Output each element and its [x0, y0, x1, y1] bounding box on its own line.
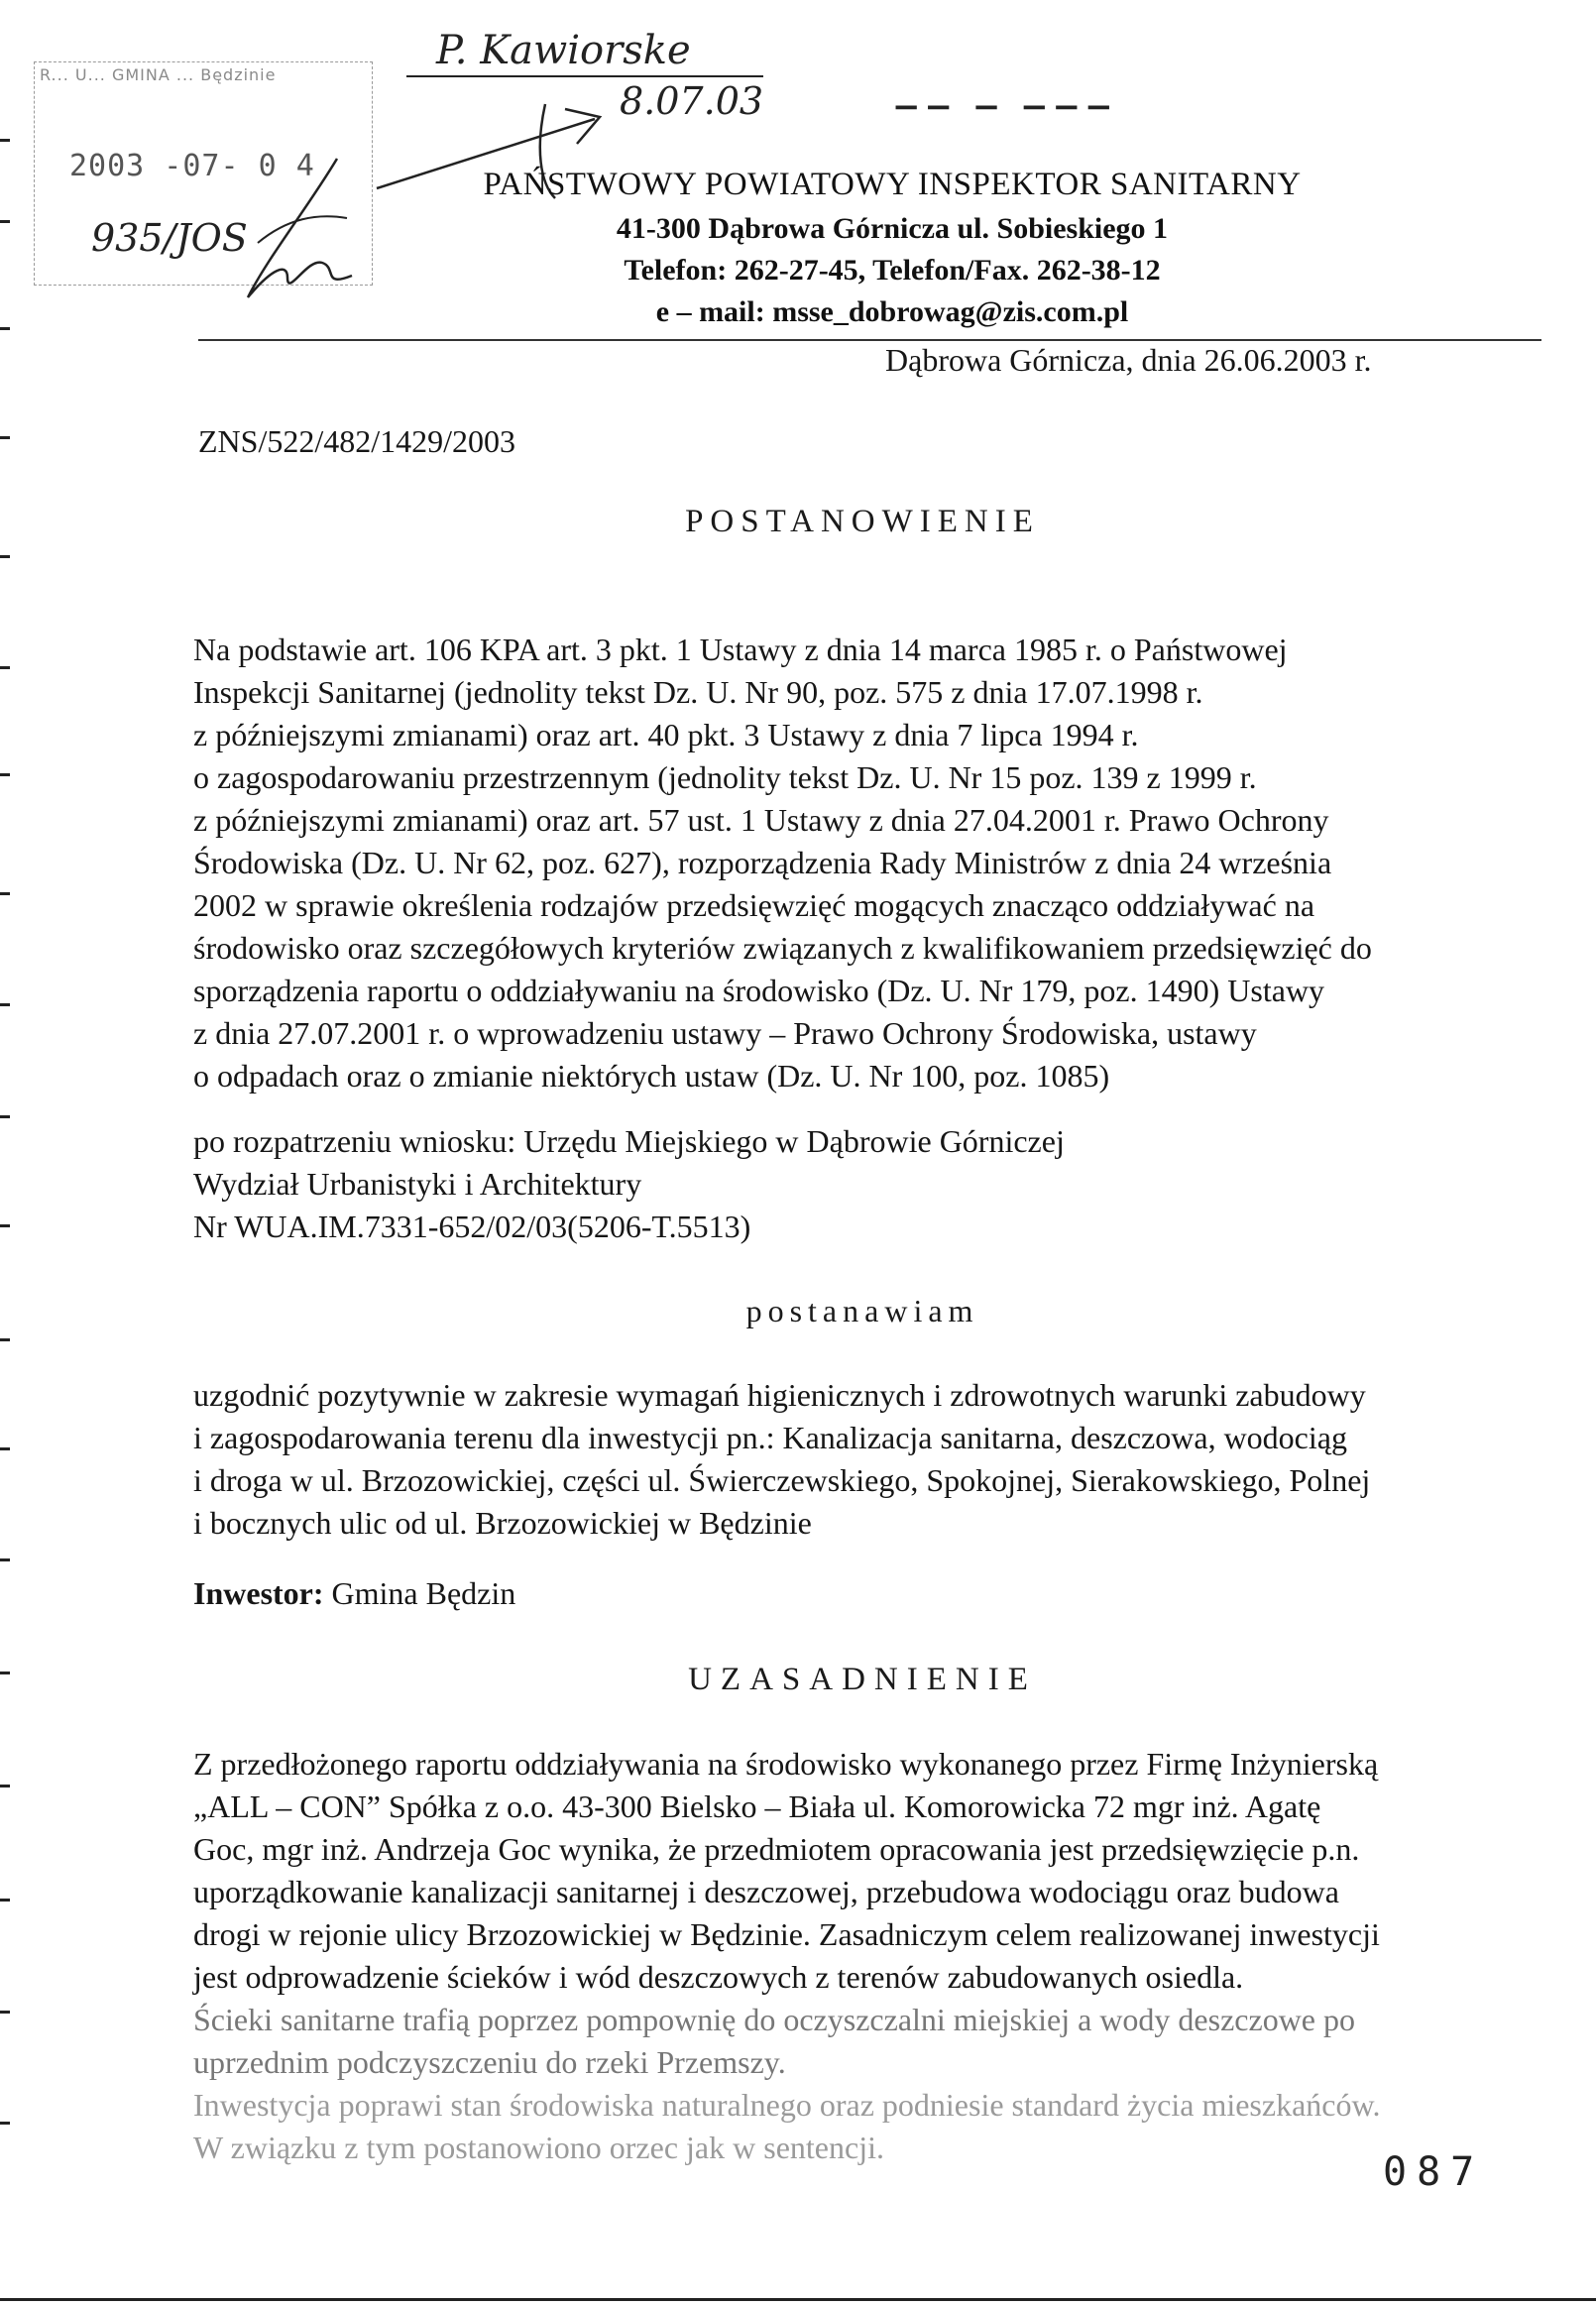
application-line: Nr WUA.IM.7331-652/02/03(5206-T.5513) [193, 1209, 751, 1244]
institution-name: PAŃSTWOWY POWIATOWY INSPEKTOR SANITARNY [483, 167, 1302, 202]
margin-tick [0, 773, 10, 776]
decision-line: uzgodnić pozytywnie w zakresie wymagań higienicznych i zdrowotnych warunki zabudowy [193, 1377, 1366, 1413]
legal-basis-line: środowisko oraz szczegółowych kryteriów związanych z kwalifikowaniem przedsięwzięć do [193, 930, 1372, 966]
handwritten-underline [406, 75, 763, 77]
margin-tick [0, 1003, 10, 1006]
stamp-date: 2003 -07- 0 4 [69, 149, 315, 183]
decision-line: i droga w ul. Brzozowickiej, części ul. Świerczewskiego, Spokojnej, Sierakowskiego, Polnej [193, 1462, 1371, 1498]
margin-tick [0, 1558, 10, 1561]
legal-basis-line: z dnia 27.07.2001 r. o wprowadzeniu ustawy – Prawo Ochrony Środowiska, ustawy [193, 1015, 1257, 1051]
margin-tick [0, 1115, 10, 1118]
justification-line: uporządkowanie kanalizacji sanitarnej i deszczowej, przebudowa wodociągu oraz budowa [193, 1874, 1339, 1909]
margin-tick [0, 892, 10, 895]
handwritten-scribble: −− − −−− [892, 87, 1117, 127]
margin-tick [0, 1672, 10, 1674]
decision-heading: postanawiam [745, 1293, 979, 1328]
margin-tick [0, 1899, 10, 1902]
margin-tick [0, 2011, 10, 2014]
justification-line: Inwestycja poprawi stan środowiska naturalnego oraz podniesie standard życia mieszkańców. [193, 2087, 1381, 2123]
legal-basis-line: Inspekcji Sanitarnej (jednolity tekst Dz. U. Nr 90, poz. 575 z dnia 17.07.1998 r. [193, 674, 1203, 710]
margin-tick [0, 220, 10, 223]
justification-line: Ścieki sanitarne trafią poprzez pompownię do oczyszczalni miejskiej a wody deszczowe po [193, 2002, 1355, 2037]
stamp-header: R... U... GMINA ... Będzinie [40, 65, 277, 84]
legal-basis-line: z późniejszymi zmianami) oraz art. 40 pkt. 3 Ustawy z dnia 7 lipca 1994 r. [193, 717, 1139, 752]
justification-line: uprzednim podczyszczeniu do rzeki Przemszy. [193, 2044, 786, 2080]
margin-tick [0, 436, 10, 439]
page-number: 087 [1383, 2149, 1485, 2195]
margin-tick [0, 327, 10, 330]
institution-address: 41-300 Dąbrowa Górnicza ul. Sobieskiego 1 [616, 212, 1169, 245]
margin-tick [0, 666, 10, 669]
handwritten-name: P. Kawiorske [436, 28, 691, 73]
legal-basis-line: sporządzenia raportu o oddziaływaniu na środowisko (Dz. U. Nr 179, poz. 1490) Ustawy [193, 973, 1325, 1008]
legal-basis-line: 2002 w sprawie określenia rodzajów przedsięwzięć mogących znacząco oddziaływać na [193, 887, 1315, 923]
investor-label: Inwestor: [193, 1575, 324, 1611]
handwritten-stamp-number: 935/JOS [91, 216, 248, 260]
justification-line: Goc, mgr inż. Andrzeja Goc wynika, że przedmiotem opracowania jest przedsięwzięcie p.n. [193, 1831, 1360, 1867]
justification-paragraph [193, 1743, 1522, 2169]
application-line: Wydział Urbanistyki i Architektury [193, 1166, 642, 1202]
legal-basis-line: o odpadach oraz o zmianie niektórych ustaw (Dz. U. Nr 100, poz. 1085) [193, 1058, 1110, 1094]
document-title: POSTANOWIENIE [685, 504, 1040, 539]
margin-tick [0, 555, 10, 558]
place-date: Dąbrowa Górnicza, dnia 26.06.2003 r. [885, 342, 1372, 378]
institution-phone: Telefon: 262-27-45, Telefon/Fax. 262-38-12 [624, 254, 1161, 287]
justification-line: drogi w rejonie ulicy Brzozowickiej w Będzinie. Zasadniczym celem realizowanej inwestycji [193, 1916, 1380, 1952]
margin-tick [0, 1224, 10, 1227]
investor-line [193, 1572, 515, 1615]
decision-line: i zagospodarowania terenu dla inwestycji pn.: Kanalizacja sanitarna, deszczowa, wodociąg [193, 1420, 1347, 1455]
justification-heading: UZASADNIENIE [688, 1662, 1037, 1697]
investor-value: Gmina Będzin [331, 1575, 516, 1611]
justification-line: Z przedłożonego raportu oddziaływania na środowisko wykonanego przez Firmę Inżynierską [193, 1746, 1379, 1782]
margin-tick [0, 139, 10, 142]
legal-basis-line: o zagospodarowaniu przestrzennym (jednolity tekst Dz. U. Nr 15 poz. 139 z 1999 r. [193, 759, 1257, 795]
margin-tick [0, 2122, 10, 2125]
institution-email: e – mail: msse_dobrowag@zis.com.pl [655, 295, 1129, 328]
decision-paragraph [193, 1374, 1522, 1545]
application-line: po rozpatrzeniu wniosku: Urzędu Miejskiego w Dąbrowie Górniczej [193, 1123, 1065, 1159]
legal-basis-line: z późniejszymi zmianami) oraz art. 57 ust. 1 Ustawy z dnia 27.04.2001 r. Prawo Ochrony [193, 802, 1329, 838]
signature [228, 149, 367, 307]
margin-tick [0, 1447, 10, 1450]
handwritten-date: 8.07.03 [620, 79, 764, 123]
justification-line: „ALL – CON” Spółka z o.o. 43-300 Bielsko – Biała ul. Komorowicka 72 mgr inż. Agatę [193, 1788, 1321, 1824]
justification-line: W związku z tym postanowiono orzec jak w sentencji. [193, 2130, 884, 2165]
margin-tick [0, 1785, 10, 1787]
decision-line: i bocznych ulic od ul. Brzozowickiej w Będzinie [193, 1505, 812, 1541]
margin-tick [0, 1338, 10, 1341]
reference-number: ZNS/522/482/1429/2003 [198, 423, 516, 459]
justification-line: jest odprowadzenie ścieków i wód deszczowych z terenów zabudowanych osiedla. [193, 1959, 1244, 1995]
legal-basis-paragraph [193, 629, 1522, 1097]
application-paragraph [193, 1120, 1522, 1248]
legal-basis-line: Na podstawie art. 106 KPA art. 3 pkt. 1 Ustawy z dnia 14 marca 1985 r. o Państwowej [193, 632, 1288, 667]
legal-basis-line: Środowiska (Dz. U. Nr 62, poz. 627), rozporządzenia Rady Ministrów z dnia 24 września [193, 845, 1332, 880]
bottom-rule [0, 2298, 1596, 2301]
